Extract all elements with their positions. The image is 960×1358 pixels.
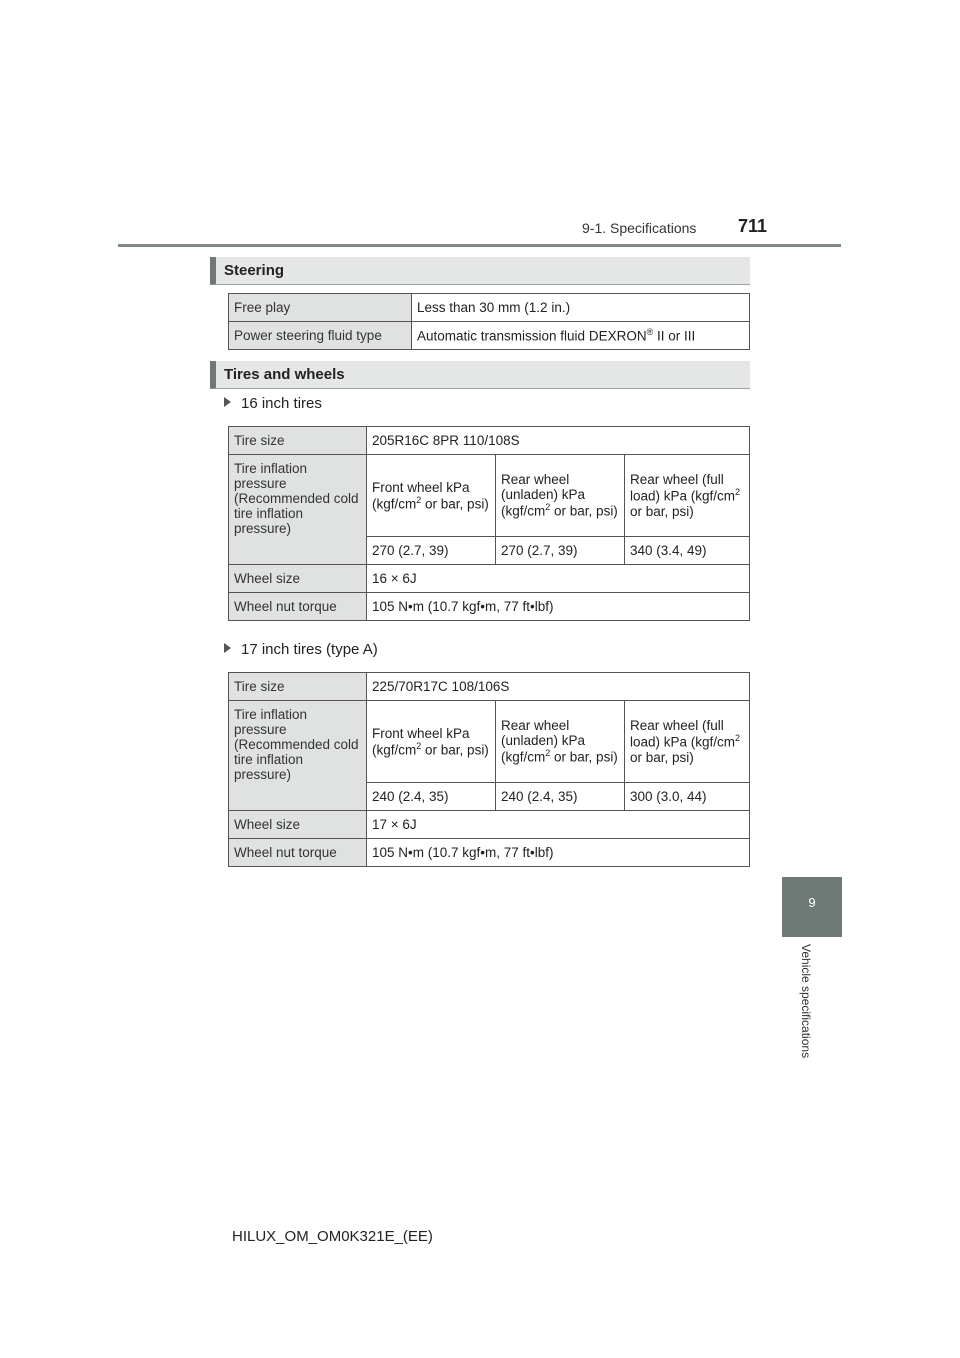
- wheel-size-label: Wheel size: [229, 565, 367, 593]
- torque-value: 105 N•m (10.7 kgf•m, 77 ft•lbf): [367, 839, 750, 867]
- pressure-front-value: 240 (2.4, 35): [367, 783, 496, 811]
- section-title: 9-1. Specifications: [582, 220, 697, 236]
- wheel-size-value: 17 × 6J: [367, 811, 750, 839]
- header-divider: [118, 244, 841, 247]
- free-play-label: Free play: [229, 294, 412, 322]
- page-number: 711: [738, 216, 768, 236]
- tire-size-label: Tire size: [229, 673, 367, 701]
- table-row: [229, 427, 750, 455]
- wheel-size-label: Wheel size: [229, 811, 367, 839]
- pressure-rear-unladen-value: 240 (2.4, 35): [496, 783, 625, 811]
- table-row: [229, 839, 750, 867]
- table-row: [229, 701, 750, 783]
- pressure-label: Tire inflation pressure (Recommended cold tire inflation pressure): [229, 455, 367, 565]
- pressure-col-rear-unladen: Rear wheel (unladen) kPa ($kgf/cm^2$ or bar, psi): [496, 701, 625, 783]
- tire-size-value: 205R16C 8PR 110/108S: [367, 427, 750, 455]
- subheading-16-inch: 16 inch tires: [224, 395, 322, 412]
- fluid-type-value: Automatic transmission fluid DEXRON® II or III: [412, 322, 750, 350]
- table-row: [229, 811, 750, 839]
- pressure-rear-full-value: 300 (3.0, 44): [625, 783, 750, 811]
- chapter-label: Vehicle specifications: [799, 944, 813, 1059]
- chapter-label-wrap: [797, 944, 813, 1084]
- pressure-col-front: Front wheel kPa ($kgf/cm^2$ or bar, psi): [367, 455, 496, 537]
- steering-title: Steering: [224, 262, 285, 279]
- steering-heading: [210, 257, 750, 285]
- pressure-col-front: Front wheel kPa ($kgf/cm^2$ or bar, psi): [367, 701, 496, 783]
- table-row: [229, 294, 750, 322]
- free-play-value: Less than 30 mm (1.2 in.): [412, 294, 750, 322]
- pressure-rear-unladen-value: 270 (2.7, 39): [496, 537, 625, 565]
- tire-table-17-inch: [228, 672, 750, 867]
- tire-size-value: 225/70R17C 108/106S: [367, 673, 750, 701]
- pressure-label: Tire inflation pressure (Recommended cold tire inflation pressure): [229, 701, 367, 811]
- pressure-front-value: 270 (2.7, 39): [367, 537, 496, 565]
- steering-table: [228, 293, 750, 350]
- torque-label: Wheel nut torque: [229, 839, 367, 867]
- pressure-col-rear-unladen: Rear wheel (unladen) kPa ($kgf/cm^2$ or bar, psi): [496, 455, 625, 537]
- chapter-tab[interactable]: 9: [782, 877, 842, 937]
- fluid-type-label: Power steering fluid type: [229, 322, 412, 350]
- subheading-17-inch: 17 inch tires (type A): [224, 641, 378, 658]
- table-row: [229, 322, 750, 350]
- footer-doc-code: HILUX_OM_OM0K321E_(EE): [232, 1228, 433, 1245]
- table-row: [229, 593, 750, 621]
- pressure-col-rear-full: Rear wheel (full load) kPa ($kgf/cm^2$ or bar, psi): [625, 455, 750, 537]
- torque-value: 105 N•m (10.7 kgf•m, 77 ft•lbf): [367, 593, 750, 621]
- pressure-rear-full-value: 340 (3.4, 49): [625, 537, 750, 565]
- arrow-right-icon: [224, 397, 231, 407]
- table-row: [229, 455, 750, 537]
- wheel-size-value: 16 × 6J: [367, 565, 750, 593]
- table-row: [229, 673, 750, 701]
- tire-size-label: Tire size: [229, 427, 367, 455]
- tire-table-16-inch: [228, 426, 750, 621]
- tires-heading: [210, 361, 750, 389]
- tires-title: Tires and wheels: [224, 366, 345, 383]
- table-row: [229, 565, 750, 593]
- arrow-right-icon: [224, 643, 231, 653]
- torque-label: Wheel nut torque: [229, 593, 367, 621]
- pressure-col-rear-full: Rear wheel (full load) kPa ($kgf/cm^2$ or bar, psi): [625, 701, 750, 783]
